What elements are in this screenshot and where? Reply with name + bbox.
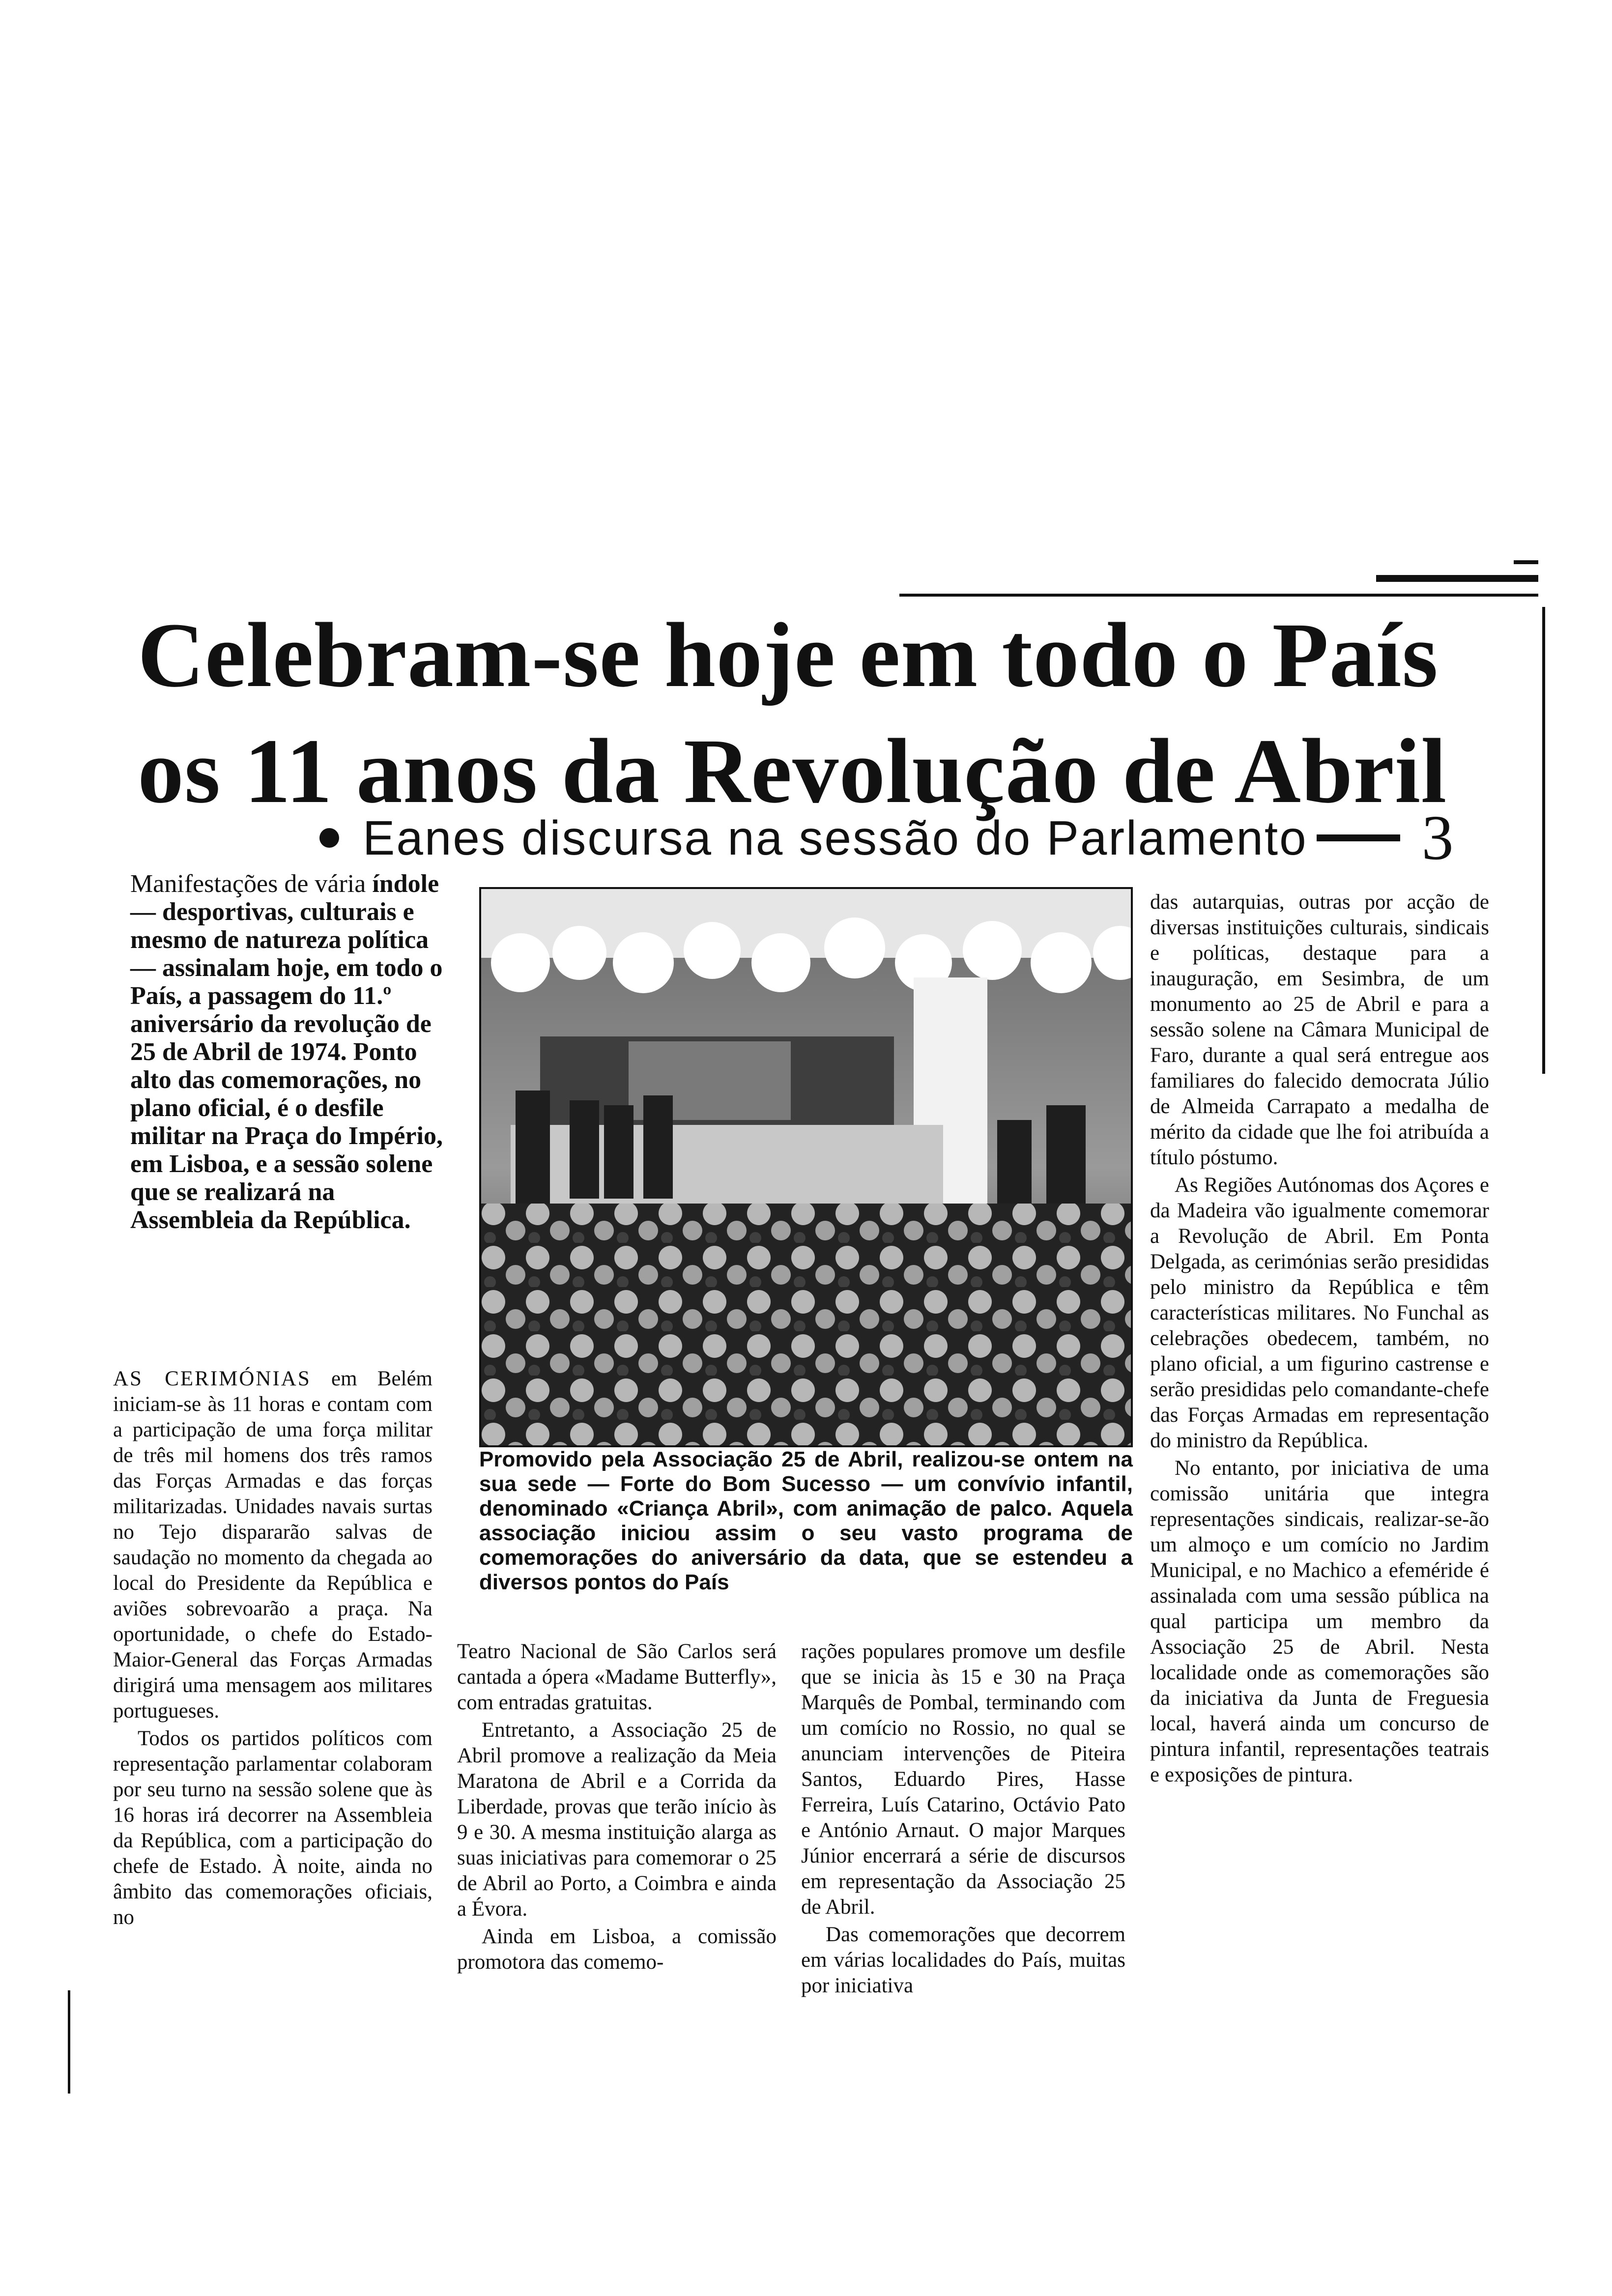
article-column-4 [1150, 890, 1489, 1790]
subheadline [319, 803, 1455, 873]
headline-line-1: Celebram-se hoje em todo o País [138, 603, 1439, 706]
col1-paragraph-1-text: em Belém iniciam-se às 11 horas e contam com a participação de uma força militar de três mil homens dos três ramos das Forças Armadas e das forças militarizadas. Unidades navais surtas no Tejo dispararão salvas de saudação no momento da chegada ao local do Presidente da República e aviões sobrevoarão a praça. Na oportunidade, o chefe do Estado-Maior-General das Forças Armadas dirigirá uma mensagem aos militares portugueses. [113, 1367, 433, 1722]
lead-paragraph [130, 870, 455, 1234]
bullet-icon [319, 828, 339, 848]
lead-text: índole — desportivas, culturais e mesmo de natureza política — assinalam hoje, em todo o País, a passagem do 11.º aniversário da revolução de 25 de Abril de 1974. Ponto alto das comemorações, no plano oficial, é o desfile militar na Praça do Império, em Lisboa, e a sessão solene que se realizará na Assembleia da República. [130, 870, 443, 1234]
article-column-1 [113, 1366, 432, 1932]
left-margin-mark [68, 1990, 70, 2094]
col1-paragraph-1 [113, 1366, 432, 1724]
col3-paragraph-1: rações populares promove um desfile que se inicia às 15 e 30 na Praça Marquês de Pombal, terminando com um comício no Rossio, no qual se anunciam intervenções de Piteira Santos, Eduardo Pires, Hasse Ferreira, Luís Catarino, Octávio Pato e António Arnaut. O major Marques Júnior encerrará a série de discursos em representação da Associação 25 de Abril. [801, 1640, 1125, 1919]
col1-paragraph-2: Todos os partidos políticos com representação parlamentar colaboram por seu turno na sessão solene que às 16 horas irá decorrer na Assembleia da República, com a participação do chefe de Estado. À noite, ainda no âmbito das comemorações oficiais, no [113, 1727, 432, 1929]
col2-paragraph-2: Entretanto, a Associação 25 de Abril promove a realização da Meia Maratona de Abril e a Corrida da Liberdade, provas que terão início às 9 e 30. A mesma instituição alarga as suas iniciativas para comemorar o 25 de Abril ao Porto, a Coimbra e ainda a Évora. [457, 1719, 777, 1921]
subheadline-text: Eanes discursa na sessão do Parlamento [363, 810, 1308, 865]
col3-paragraph-2: Das comemorações que decorrem em várias localidades do País, muitas por iniciativa [801, 1923, 1125, 1997]
headline [138, 597, 1548, 829]
article-column-3 [801, 1639, 1125, 2001]
headline-line-2: os 11 anos da Revolução de Abril [138, 719, 1447, 822]
top-rule-thick [1376, 575, 1538, 582]
article-column-2 [457, 1639, 777, 1977]
col2-paragraph-1: Teatro Nacional de São Carlos será cantada a ópera «Madame Butterfly», com entradas gratuitas. [457, 1640, 777, 1714]
col4-paragraph-3: No entanto, por iniciativa de uma comissão unitária que integra representações sindicais, realizar-se-ão um almoço e um comício no Jardim Municipal, e no Machico a efeméride é assinalada com uma sessão pública na qual participa um membro da Associação 25 de Abril. Nesta localidade onde as comemorações são da iniciativa da Junta de Freguesia local, haverá ainda um concurso de pintura infantil, representações teatrais e exposições de pintura. [1150, 1457, 1489, 1786]
news-photo [479, 887, 1133, 1447]
top-rule-mark [1514, 560, 1538, 564]
col1-caps-opening: AS CERIMÓNIAS [113, 1367, 311, 1390]
col4-paragraph-1: das autarquias, outras por acção de diversas instituições culturais, sindicais e políticas, destaque para a inauguração, em Sesimbra, de um monumento ao 25 de Abril e para a sessão solene na Câmara Municipal de Faro, durante a qual será entregue aos familiares do falecido democrata Júlio de Almeida Carrapato a medalha de mérito da cidade que lhe foi atribuída a título póstumo. [1150, 890, 1489, 1169]
photo-caption: Promovido pela Associação 25 de Abril, realizou-se ontem na sua sede — Forte do Bom Sucesso — um convívio infantil, denominado «Criança Abril», com animação de palco. Aquela associação iniciou assim o seu vasto programa de comemorações do aniversário da data, que se estendeu a diversos pontos do País [479, 1447, 1133, 1594]
page-reference-mark: 3 [1421, 803, 1455, 873]
col4-paragraph-2: As Regiões Autónomas dos Açores e da Madeira vão igualmente comemorar a Revolução de Abril. Em Ponta Delgada, as cerimónias serão presididas pelo ministro da República e têm características militares. No Funchal as celebrações obedecem, também, no plano oficial, a um figurino castrense e serão presididas pelo comandante-chefe das Forças Armadas em representação do ministro da República. [1150, 1174, 1489, 1452]
col2-paragraph-3: Ainda em Lisboa, a comissão promotora das comemo- [457, 1925, 777, 1974]
lead-first-line: Manifestações de vária [130, 870, 366, 898]
dash-rule [1317, 834, 1400, 841]
top-rule [899, 594, 1538, 597]
photo-children-stage-icon [481, 889, 1131, 1445]
